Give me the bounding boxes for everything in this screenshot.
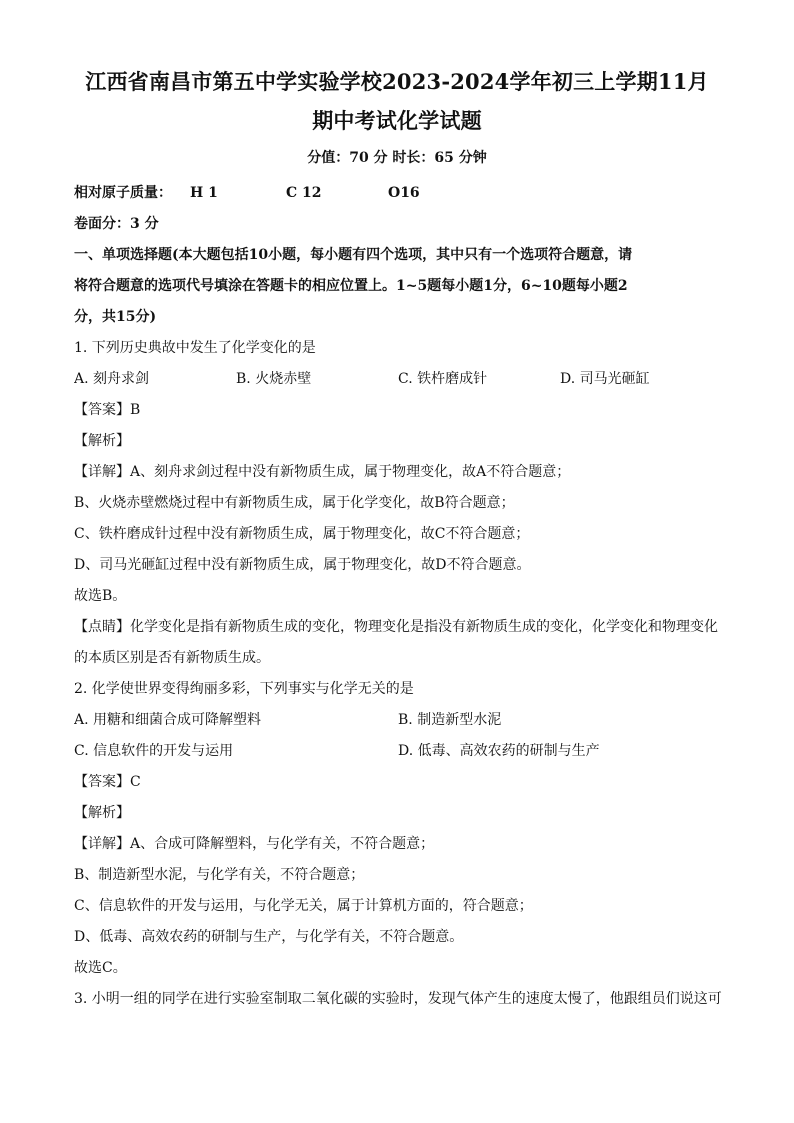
question-2-conclusion: 故选C。 (74, 960, 127, 976)
atomic-mass-o: O16 (388, 185, 420, 201)
exam-title-line1: 江西省南昌市第五中学实验学校2023-2024学年初三上学期11月 (85, 69, 709, 94)
question-2-option-d: D. 低毒、高效农药的研制与生产 (398, 743, 600, 759)
question-2-option-b: B. 制造新型水泥 (398, 712, 502, 728)
question-1-answer: 【答案】B (74, 402, 141, 418)
question-2-options-row1 (74, 705, 722, 736)
atomic-mass-h: H 1 (190, 185, 218, 201)
question-2-detail-line: C、信息软件的开发与运用，与化学无关，属于计算机方面的，符合题意； (74, 898, 533, 914)
exam-title-line2: 期中考试化学试题 (312, 108, 482, 133)
atomic-mass-label: 相对原子质量： (74, 185, 172, 201)
question-1-option-a: A. 刻舟求剑 (74, 371, 150, 387)
question-1-option-b: B. 火烧赤壁 (236, 371, 312, 387)
section-heading-line3: 分，共15分) (74, 309, 157, 325)
question-2-options-row2 (74, 736, 722, 767)
question-2-detail-line: B、制造新型水泥，与化学有关，不符合题意； (74, 867, 365, 883)
question-2-detail-line: 【详解】A、合成可降解塑料，与化学有关，不符合题意； (74, 836, 435, 852)
section-heading-line1: 一、单项选择题(本大题包括10小题，每小题有四个选项，其中只有一个选项符合题意，请 (74, 247, 633, 263)
question-1-options (74, 364, 722, 395)
question-1-detail-line: B、火烧赤壁燃烧过程中有新物质生成，属于化学变化，故B符合题意； (74, 495, 515, 511)
question-1-detail-line: 【详解】A、刻舟求剑过程中没有新物质生成，属于物理变化，故A不符合题意； (74, 464, 571, 480)
question-2-analysis-label: 【解析】 (74, 805, 130, 821)
question-1-option-c: C. 铁杵磨成针 (398, 371, 488, 387)
question-1-detail-line: C、铁杵磨成针过程中没有新物质生成，属于物理变化，故C不符合题意； (74, 526, 530, 542)
question-1-detail-line: D、司马光砸缸过程中没有新物质生成，属于物理变化，故D不符合题意。 (74, 557, 531, 573)
exam-meta: 分值：70 分 时长：65 分钟 (307, 150, 487, 166)
question-1-option-d: D. 司马光砸缸 (560, 371, 650, 387)
score-line: 卷面分：3 分 (74, 216, 159, 232)
atomic-mass-c: C 12 (286, 185, 322, 201)
question-2-option-a: A. 用糖和细菌合成可降解塑料 (74, 712, 262, 728)
question-1-comment-line1: 【点睛】化学变化是指有新物质生成的变化，物理变化是指没有新物质生成的变化，化学变化和物理变化 (74, 619, 718, 635)
question-2-stem: 2. 化学使世界变得绚丽多彩，下列事实与化学无关的是 (74, 681, 414, 697)
question-3-stem: 3. 小明一组的同学在进行实验室制取二氧化碳的实验时，发现气体产生的速度太慢了，他跟组员们说这可 (74, 991, 722, 1007)
document-body (74, 178, 722, 1015)
question-1-stem: 1. 下列历史典故中发生了化学变化的是 (74, 340, 316, 356)
section-heading-line2: 将符合题意的选项代号填涂在答题卡的相应位置上。1~5题每小题1分，6~10题每小题2 (74, 278, 628, 294)
question-2-option-c: C. 信息软件的开发与运用 (74, 743, 234, 759)
question-2-answer: 【答案】C (74, 774, 141, 790)
atomic-mass-line (74, 178, 722, 209)
question-1-comment-line2: 的本质区别是否有新物质生成。 (74, 650, 270, 666)
question-1-conclusion: 故选B。 (74, 588, 127, 604)
question-1-analysis-label: 【解析】 (74, 433, 130, 449)
question-2-detail-line: D、低毒、高效农药的研制与生产，与化学有关，不符合题意。 (74, 929, 464, 945)
